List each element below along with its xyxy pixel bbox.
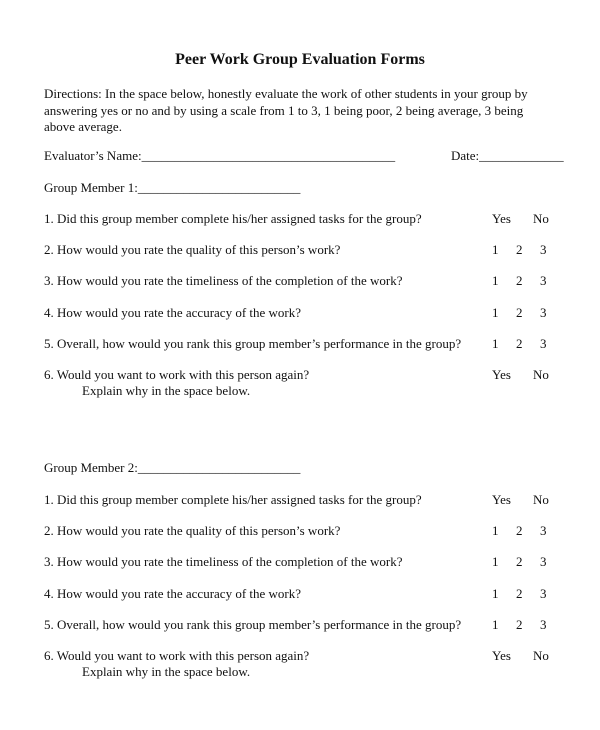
rating-option-1[interactable]: 1 (492, 523, 499, 538)
directions-line: Directions: In the space below, honestly evaluate the work of other students in your group by (44, 86, 528, 101)
group-member-1-field[interactable]: Group Member 1:_________________________ (44, 180, 301, 195)
question-text: 1. Did this group member complete his/her assigned tasks for the group? (44, 492, 422, 507)
explain-instruction: Explain why in the space below. (82, 664, 251, 679)
rating-option-3[interactable]: 3 (540, 242, 547, 257)
group-member-2-field[interactable]: Group Member 2:_________________________ (44, 460, 301, 475)
question-text: 6. Would you want to work with this person again? (44, 648, 310, 663)
question-text: 2. How would you rate the quality of this person’s work? (44, 242, 341, 257)
rating-option-1[interactable]: 1 (492, 336, 499, 351)
option-no[interactable]: No (533, 211, 549, 226)
directions-line: above average. (44, 119, 122, 134)
option-yes[interactable]: Yes (492, 367, 511, 382)
question-text: 4. How would you rate the accuracy of the work? (44, 305, 302, 320)
rating-option-1[interactable]: 1 (492, 242, 499, 257)
form-title: Peer Work Group Evaluation Forms (175, 51, 425, 68)
rating-option-3[interactable]: 3 (540, 273, 547, 288)
question-text: 2. How would you rate the quality of this person’s work? (44, 523, 341, 538)
option-yes[interactable]: Yes (492, 492, 511, 507)
date-field[interactable]: Date:_____________ (451, 148, 564, 163)
rating-option-3[interactable]: 3 (540, 336, 547, 351)
question-text: 4. How would you rate the accuracy of the work? (44, 586, 302, 601)
question-text: 1. Did this group member complete his/her assigned tasks for the group? (44, 211, 422, 226)
question-text: 6. Would you want to work with this person again? (44, 367, 310, 382)
rating-option-1[interactable]: 1 (492, 273, 499, 288)
question-text: 5. Overall, how would you rank this group member’s performance in the group? (44, 336, 462, 351)
rating-option-1[interactable]: 1 (492, 617, 499, 632)
rating-option-2[interactable]: 2 (516, 242, 523, 257)
rating-option-3[interactable]: 3 (540, 523, 547, 538)
rating-option-2[interactable]: 2 (516, 273, 523, 288)
directions-line: answering yes or no and by using a scale from 1 to 3, 1 being poor, 2 being average, 3 being (44, 102, 524, 118)
explain-instruction: Explain why in the space below. (82, 383, 251, 398)
question-text: 5. Overall, how would you rank this group member’s performance in the group? (44, 617, 462, 632)
rating-option-3[interactable]: 3 (540, 305, 547, 320)
option-no[interactable]: No (533, 492, 549, 507)
rating-option-3[interactable]: 3 (540, 586, 547, 601)
rating-option-2[interactable]: 2 (516, 336, 523, 351)
rating-option-3[interactable]: 3 (540, 554, 547, 569)
rating-option-1[interactable]: 1 (492, 554, 499, 569)
question-text: 3. How would you rate the timeliness of the completion of the work? (44, 273, 403, 288)
option-yes[interactable]: Yes (492, 211, 511, 226)
rating-option-3[interactable]: 3 (540, 617, 547, 632)
rating-option-2[interactable]: 2 (516, 554, 523, 569)
question-text: 3. How would you rate the timeliness of the completion of the work? (44, 554, 403, 569)
rating-option-1[interactable]: 1 (492, 305, 499, 320)
rating-option-2[interactable]: 2 (516, 305, 523, 320)
evaluator-name-field[interactable]: Evaluator’s Name:_______________________________________ (44, 148, 396, 163)
rating-option-1[interactable]: 1 (492, 586, 499, 601)
rating-option-2[interactable]: 2 (516, 523, 523, 538)
rating-option-2[interactable]: 2 (516, 617, 523, 632)
option-no[interactable]: No (533, 367, 549, 382)
rating-option-2[interactable]: 2 (516, 586, 523, 601)
option-no[interactable]: No (533, 648, 549, 663)
option-yes[interactable]: Yes (492, 648, 511, 663)
directions-paragraph (44, 86, 528, 136)
